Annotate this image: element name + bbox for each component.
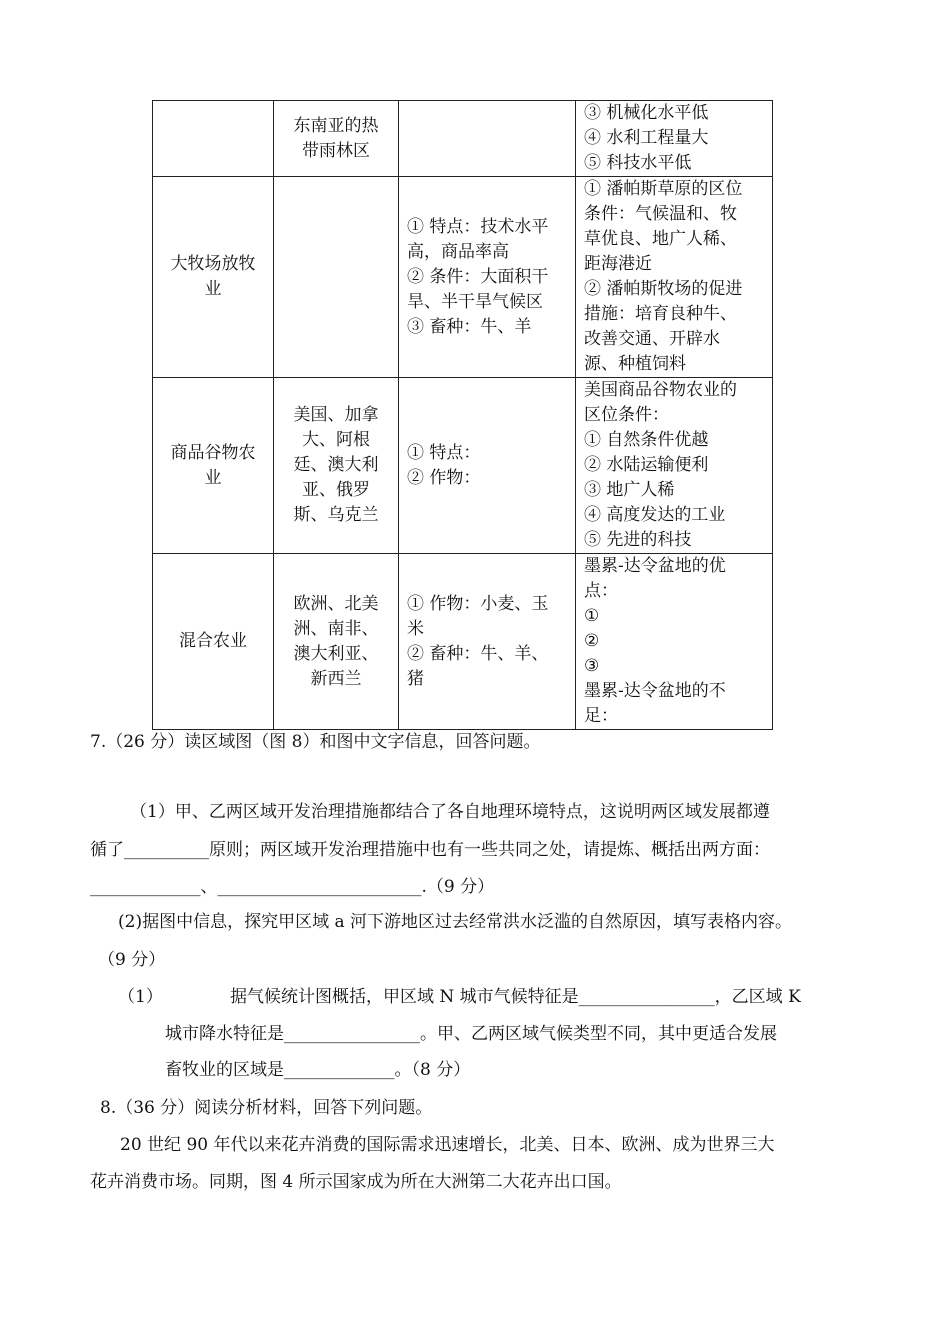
- cell-line: 商品谷物农: [170, 442, 256, 463]
- table-cell: [274, 101, 399, 177]
- cell-line: 美国商品谷物农业的: [584, 380, 737, 400]
- cell-line: ② 水陆运输便利: [584, 455, 709, 475]
- cell-line: ③ 畜种：牛、羊: [407, 316, 532, 337]
- table-cell: [274, 554, 399, 730]
- table-cell: [153, 177, 274, 378]
- table-cell: [399, 101, 576, 177]
- cell-line: ③: [584, 656, 600, 676]
- cell-line: 业: [204, 467, 222, 488]
- q7-part1-line2: 循了__________原则；两区域开发治理措施中也有一些共同之处，请提炼、概括出两方面：: [90, 840, 770, 860]
- table-row: [153, 177, 773, 378]
- cell-line: 墨累-达令盆地的不: [584, 681, 726, 701]
- cell-line: 美国、加拿: [293, 405, 379, 425]
- q7-title: 7.（26 分）读区域图（图 8）和图中文字信息，回答问题。: [90, 732, 541, 752]
- cell-line: 斯、乌克兰: [293, 505, 379, 525]
- agriculture-table: [152, 100, 773, 730]
- cell-line: 带雨林区: [302, 140, 370, 161]
- cell-line: ③ 机械化水平低: [584, 103, 709, 123]
- cell-line: 混合农业: [179, 631, 247, 651]
- table-cell: [274, 378, 399, 554]
- table-cell: [274, 177, 399, 378]
- table-cell: [576, 554, 773, 730]
- q8-title: 8.（36 分）阅读分析材料，回答下列问题。: [100, 1098, 433, 1118]
- table-cell: [576, 378, 773, 554]
- cell-line: ①: [584, 606, 600, 626]
- cell-line: ① 自然条件优越: [584, 430, 709, 450]
- cell-line: 改善交通、开辟水: [584, 329, 720, 349]
- cell-line: ① 特点：: [407, 442, 481, 463]
- cell-line: 大牧场放牧: [170, 254, 256, 274]
- cell-line: 大、阿根: [302, 430, 370, 450]
- cell-line: 廷、澳大利: [293, 455, 379, 475]
- q7-part3-number: （1）: [118, 987, 163, 1007]
- q7-part1-line1: （1）甲、乙两区域开发治理措施都结合了各自地理环境特点，这说明两区域发展都遵: [130, 802, 770, 822]
- cell-line: 米: [407, 618, 424, 639]
- cell-line: ① 特点：技术水平: [407, 216, 549, 237]
- cell-line: 东南亚的热: [293, 115, 379, 136]
- cell-line: ② 作物：: [407, 467, 481, 488]
- q8-line2: 花卉消费市场。同期，图 4 所示国家成为所在大洲第二大花卉出口国。: [90, 1172, 622, 1192]
- cell-line: 高，商品率高: [407, 241, 509, 262]
- table-cell: [399, 177, 576, 378]
- cell-line: ④ 水利工程量大: [584, 128, 709, 148]
- cell-line: 新西兰: [310, 668, 362, 689]
- q7-part3-line1: 据气候统计图概括，甲区域 N 城市气候特征是________________，乙区域 K: [230, 987, 801, 1007]
- cell-line: ③ 地广人稀: [584, 480, 675, 500]
- q7-part3-line2: 城市降水特征是________________。甲、乙两区域气候类型不同，其中更适合发展: [165, 1024, 777, 1044]
- table-cell: [153, 101, 274, 177]
- cell-line: 点：: [584, 581, 618, 601]
- cell-line: ② 条件：大面积干: [407, 266, 549, 287]
- cell-line: 草优良、地广人稀、: [584, 229, 737, 249]
- table-cell: [576, 101, 773, 177]
- table-cell: [153, 378, 274, 554]
- cell-line: 亚、俄罗: [302, 480, 370, 500]
- table-cell: [399, 378, 576, 554]
- cell-line: 源、种植饲料: [584, 354, 686, 374]
- cell-line: 墨累-达令盆地的优: [584, 556, 726, 576]
- q8-line1: 20 世纪 90 年代以来花卉消费的国际需求迅速增长，北美、日本、欧洲、成为世界三大: [120, 1135, 775, 1155]
- cell-line: 措施：培育良种牛、: [584, 304, 737, 324]
- cell-line: 区位条件：: [584, 405, 669, 425]
- cell-line: ① 潘帕斯草原的区位: [584, 179, 743, 199]
- table-row: [153, 101, 773, 177]
- q7-part1-line3: _____________、________________________.（9 分）: [90, 877, 495, 897]
- cell-line: 条件：气候温和、牧: [584, 204, 737, 224]
- cell-line: 猪: [407, 668, 424, 689]
- cell-line: 洲、南非、: [293, 618, 379, 639]
- cell-line: ②: [584, 631, 600, 651]
- cell-line: ⑤ 科技水平低: [584, 153, 692, 173]
- cell-line: 距海港近: [584, 254, 652, 274]
- q7-part3-line3: 畜牧业的区域是_____________。（8 分）: [165, 1060, 471, 1080]
- table-cell: [576, 177, 773, 378]
- cell-line: 足：: [584, 706, 618, 726]
- table-cell: [399, 554, 576, 730]
- cell-line: ⑤ 先进的科技: [584, 530, 692, 550]
- q7-part2-line1: (2)据图中信息，探究甲区域 a 河下游地区过去经常洪水泛滥的自然原因，填写表格内容。: [118, 912, 793, 932]
- cell-line: 业: [204, 279, 222, 299]
- cell-line: ② 潘帕斯牧场的促进: [584, 279, 743, 299]
- cell-line: ② 畜种：牛、羊、: [407, 643, 549, 664]
- cell-line: 澳大利亚、: [293, 643, 379, 664]
- table-row: [153, 378, 773, 554]
- cell-line: ④ 高度发达的工业: [584, 505, 726, 525]
- q7-part2-line2: （9 分）: [98, 950, 166, 970]
- cell-line: ① 作物：小麦、玉: [407, 593, 549, 614]
- cell-line: 旱、半干旱气候区: [407, 291, 543, 312]
- table-row: [153, 554, 773, 730]
- table-cell: [153, 554, 274, 730]
- cell-line: 欧洲、北美: [293, 593, 379, 614]
